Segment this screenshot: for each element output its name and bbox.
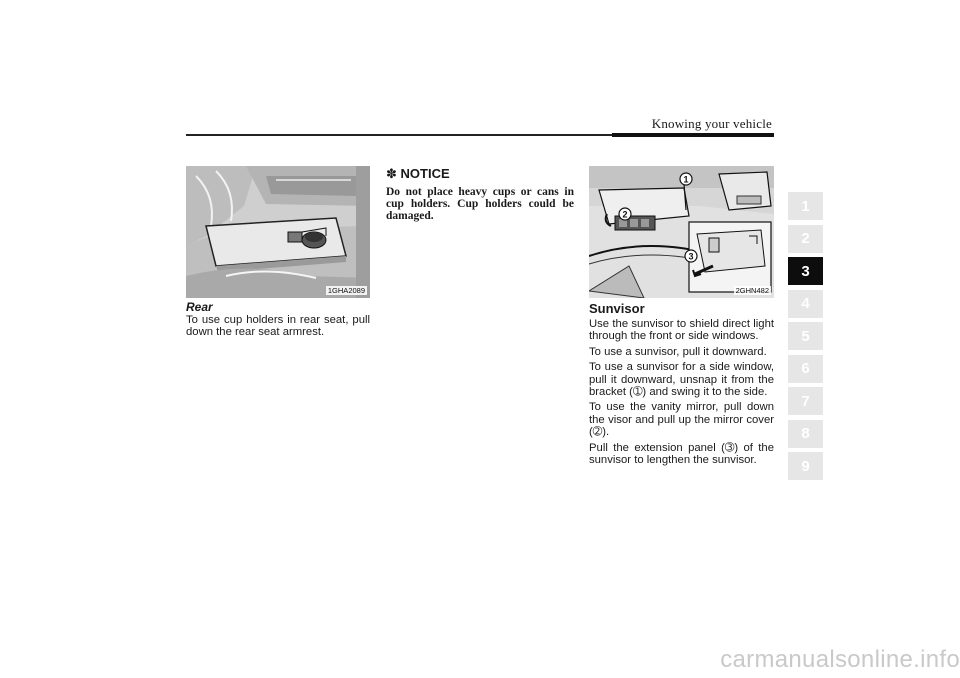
- chapter-tab-4[interactable]: 4: [788, 290, 823, 318]
- callout-2: 2: [622, 209, 628, 220]
- callout-1: 1: [683, 174, 689, 185]
- watermark: carmanualsonline.info: [720, 646, 960, 673]
- notice-body: Do not place heavy cups or cans in cup holders. Cup holders could be damaged.: [386, 186, 574, 222]
- sunvisor-paragraph-5: Pull the extension panel (➂) of the sunvisor to lengthen the sunvisor.: [589, 441, 774, 467]
- chapter-tab-5[interactable]: 5: [788, 322, 823, 350]
- rear-armrest-illustration: [186, 166, 370, 298]
- notice-title: NOTICE: [400, 166, 450, 181]
- chapter-tab-2[interactable]: 2: [788, 225, 823, 253]
- sunvisor-illustration: [589, 166, 774, 298]
- rear-paragraph: To use cup holders in rear seat, pull down the rear seat armrest.: [186, 314, 370, 339]
- sunvisor-heading: Sunvisor: [589, 301, 645, 316]
- notice-column: [386, 166, 574, 222]
- chapter-tab-8[interactable]: 8: [788, 420, 823, 448]
- header-rule-accent: [612, 133, 774, 137]
- rear-cup-holder-figure: [186, 166, 370, 298]
- sunvisor-paragraph-3: To use a sunvisor for a side window, pull it downward, unsnap it from the bracket (➀) and swing it to the side.: [589, 361, 774, 399]
- figure-code: 2GHN482: [735, 286, 769, 295]
- right-column: [589, 166, 774, 469]
- notice-heading: [386, 166, 574, 182]
- left-column: [186, 166, 370, 342]
- sunvisor-paragraph-4: To use the vanity mirror, pull down the visor and pull up the mirror cover (➁).: [589, 401, 774, 439]
- notice-star-icon: ✽: [386, 166, 397, 181]
- callout-3: 3: [688, 251, 694, 262]
- chapter-tab-1[interactable]: 1: [788, 192, 823, 220]
- chapter-tabs: [788, 192, 823, 485]
- rear-subheading: Rear: [186, 300, 213, 314]
- sunvisor-figure: [589, 166, 774, 298]
- chapter-tab-9[interactable]: 9: [788, 452, 823, 480]
- sunvisor-paragraph-2: To use a sunvisor, pull it downward.: [589, 345, 767, 358]
- chapter-tab-6[interactable]: 6: [788, 355, 823, 383]
- sunvisor-paragraph-1: Use the sunvisor to shield direct light through the front or side windows.: [589, 318, 774, 343]
- chapter-tab-3[interactable]: 3: [788, 257, 823, 285]
- figure-code: 1GHA2089: [327, 286, 365, 295]
- header-title: Knowing your vehicle: [651, 116, 772, 131]
- chapter-tab-7[interactable]: 7: [788, 387, 823, 415]
